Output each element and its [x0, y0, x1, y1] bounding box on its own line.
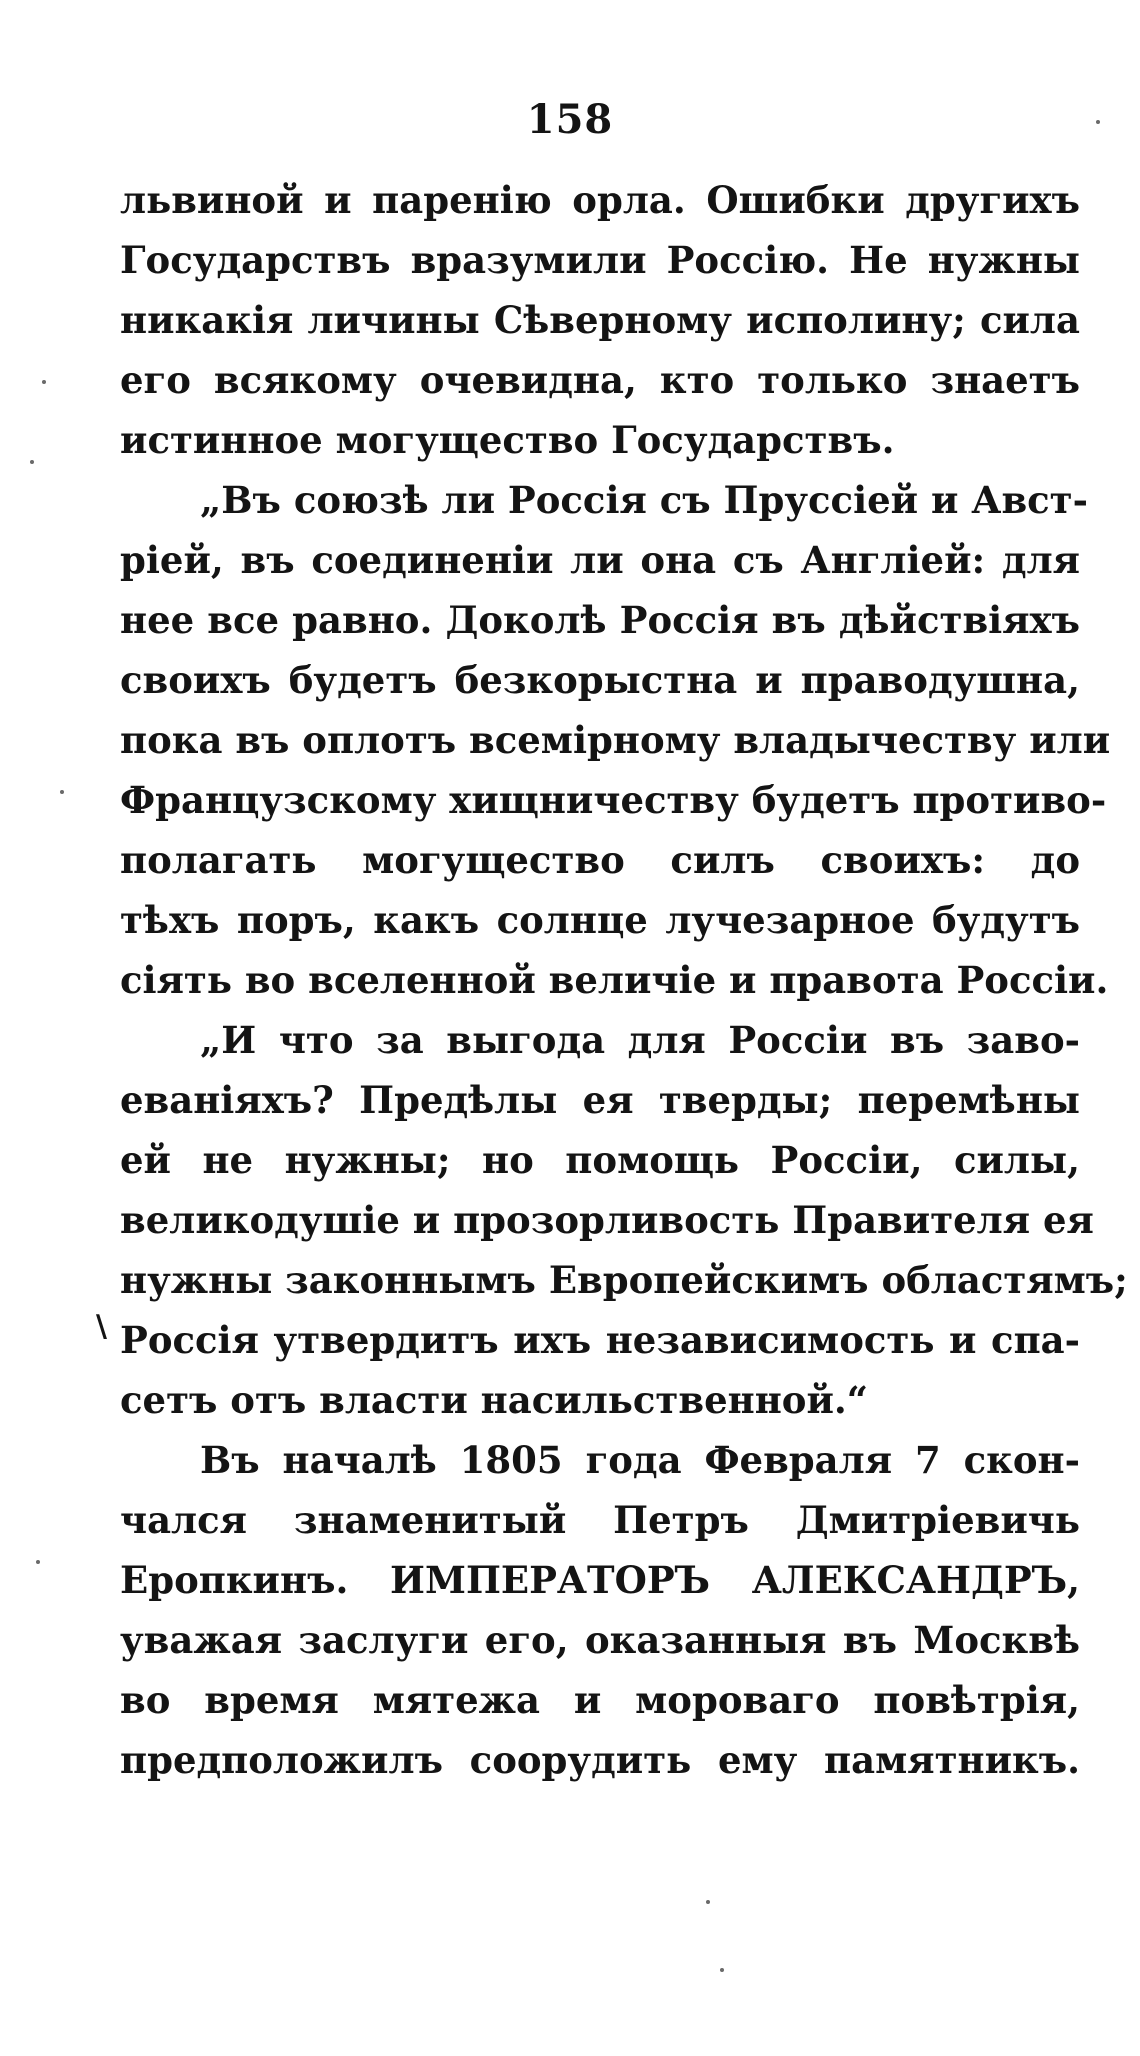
text-line: чался знаменитый Петръ Дмитріевичь — [120, 1498, 1080, 1542]
text-line: еваніяхъ? Предѣлы ея тверды; перемѣны — [120, 1078, 1080, 1122]
scan-speck — [36, 1560, 40, 1564]
page-number: 158 — [526, 96, 614, 143]
text-line: нужны законнымъ Европейскимъ областямъ; — [120, 1258, 1128, 1302]
text-line: Государствъ вразумили Россію. Не нужны — [120, 238, 1080, 282]
text-line: своихъ будетъ безкорыстна и праводушна, — [120, 658, 1080, 702]
scan-speck — [720, 1968, 724, 1972]
text-line: ей не нужны; но помощь Россіи, силы, — [120, 1138, 1080, 1182]
text-line: сіять во вселенной величіе и правота Россіи. — [120, 958, 1109, 1002]
text-line: во время мятежа и мороваго повѣтрія, — [120, 1678, 1080, 1722]
text-line: Россія утвердитъ ихъ независимость и спа- — [120, 1318, 1080, 1362]
text-line: тѣхъ поръ, какъ солнце лучезарное будутъ — [120, 898, 1080, 942]
text-line: никакія личины Сѣверному исполину; сила — [120, 298, 1080, 342]
text-line: Еропкинъ. ИМПЕРАТОРЪ АЛЕКСАНДРЪ, — [120, 1558, 1080, 1602]
text-line: нее все равно. Доколѣ Россія въ дѣйствіяхъ — [120, 598, 1080, 642]
scan-speck — [706, 1900, 710, 1904]
scan-speck — [30, 460, 34, 464]
text-line: полагать могущество силъ своихъ: до — [120, 838, 1080, 882]
text-line: пока въ оплотъ всемірному владычеству или — [120, 718, 1111, 762]
margin-mark: \ — [96, 1309, 107, 1344]
text-line: великодушіе и прозорливость Правителя ея — [120, 1198, 1094, 1242]
scan-speck — [60, 790, 64, 794]
text-line: львиной и паренію орла. Ошибки другихъ — [120, 178, 1080, 222]
body-text — [120, 170, 1128, 1790]
text-line: сетъ отъ власти насильственной.“ — [120, 1378, 869, 1422]
text-line: истинное могущество Государствъ. — [120, 418, 895, 462]
text-line: предположилъ соорудить ему памятникъ. — [120, 1738, 1080, 1782]
text-line: его всякому очевидна, кто только знаетъ — [120, 358, 1080, 402]
text-line: „Въ союзѣ ли Россія съ Пруссіей и Авст- — [200, 478, 1088, 522]
text-line: Французскому хищничеству будетъ противо- — [120, 778, 1107, 822]
scan-speck — [1096, 120, 1100, 124]
text-line: Въ началѣ 1805 года Февраля 7 скон- — [200, 1438, 1080, 1482]
scan-speck — [42, 380, 46, 384]
text-line: уважая заслуги его, оказанныя въ Москвѣ — [120, 1618, 1080, 1662]
text-line: „И что за выгода для Россіи въ заво- — [200, 1018, 1080, 1062]
text-line: ріей, въ соединеніи ли она съ Англіей: для — [120, 538, 1080, 582]
